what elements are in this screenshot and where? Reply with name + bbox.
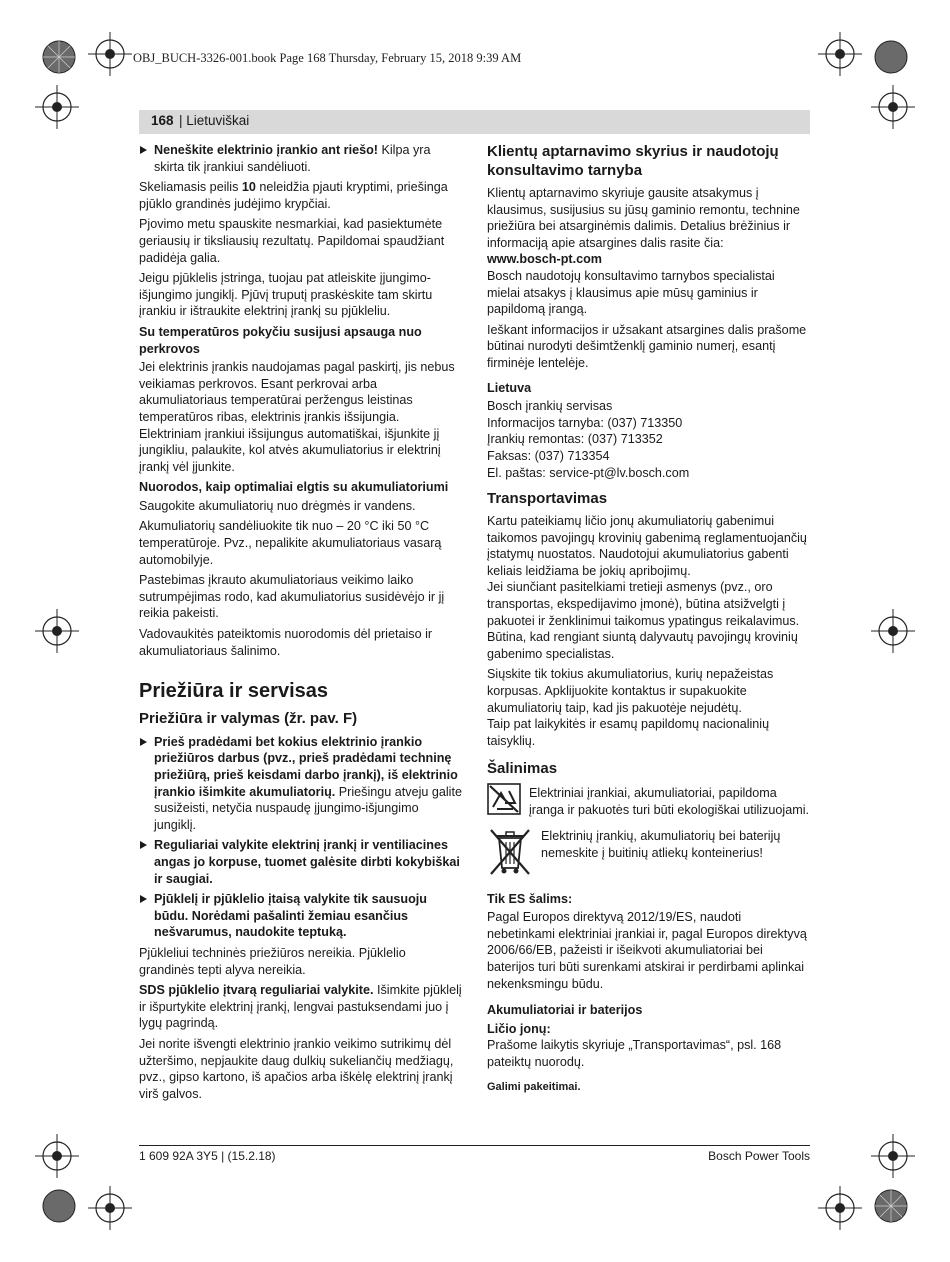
disposal-item — [487, 826, 811, 881]
paragraph: SDS pjūklelio įtvarą reguliariai valykite. Išimkite pjūklelį ir išpurtykite elektrinį įrankį, lengvai pastuksendami juo į lygų pagrindą. — [139, 983, 462, 1031]
left-column — [139, 142, 463, 1106]
registration-mark-icon — [88, 1186, 132, 1230]
paragraph: Siųskite tik tokius akumuliatorius, kurių nepažeistas korpusas. Apklijuokite kontaktus ir supakuokite akumuliatorių taip, kad jis pakuotėje nejudėtų. — [487, 667, 774, 715]
subheading-lithium: Ličio jonų: — [487, 1021, 551, 1036]
subsection-heading-cleaning: Priežiūra ir valymas (žr. pav. F) — [139, 710, 358, 728]
recycling-icon — [487, 783, 521, 820]
paragraph: Kartu pateikiamų ličio jonų akumuliatorių gabenimui taikomos pavojingų krovinių gabenimą reglamentuojančių įstatymų nuostatos. Naudotojui akumuliatorius gabenti keliais leidžiama be jokių apribojimų. — [487, 514, 807, 578]
section-heading-maintenance: Priežiūra ir servisas — [139, 680, 329, 703]
bullet-triangle-icon — [140, 146, 147, 154]
paragraph: Vadovaukitės pateiktomis nuorodomis dėl prietaiso ir akumuliatoriaus šalinimo. — [139, 627, 433, 658]
paragraph: Ieškant informacijos ir užsakant atsargines dalis prašome būtinai nurodyti dešimtženklį gaminio numerį, esantį firminėje lentelėje. — [487, 322, 807, 370]
footer-doc-number: 1 609 92A 3Y5 | (15.2.18) — [139, 1149, 276, 1163]
address-line: El. paštas: service-pt@lv.bosch.com — [487, 465, 690, 480]
registration-target-icon — [874, 1189, 908, 1223]
registration-mark-icon — [818, 1186, 862, 1230]
bullet-text: Priešingu atveju galite susižeisti, netyčia nuspaudę įjungimo-išjungimo jungiklį. — [154, 784, 462, 832]
paragraph: Klientų aptarnavimo skyriuje gausite atsakymus į klausimus, susijusius su jūsų gaminio remontu, technine priežiūra bei atsarginėmis dalimis. Detalius brėžinius ir informaciją apie atsargines dalis rasite čia: — [487, 186, 800, 250]
page-number: 168 — [151, 113, 174, 128]
paragraph: Pagal Europos direktyvą 2012/19/ES, naudoti nebetinkami elektriniai įrankiai ir, pagal Europos direktyvą 2006/66/EB, pažeisti ir išeikvoti akumuliatoriai bei baterijos turi būti surenkami atskirai ir perdirbami aplinkai nekenksmingu būdu. — [487, 910, 807, 991]
print-header: OBJ_BUCH-3326-001.book Page 168 Thursday, February 15, 2018 9:39 AM — [133, 51, 522, 65]
bullet-item — [139, 837, 463, 887]
paragraph: Taip pat laikykitės ir esamų papildomų nacionalinių taisyklių. — [487, 717, 770, 748]
registration-target-icon — [874, 40, 908, 74]
registration-mark-icon — [35, 1134, 79, 1178]
bullet-triangle-icon — [140, 738, 147, 746]
registration-mark-icon — [818, 32, 862, 76]
right-column — [487, 142, 811, 1095]
section-heading-disposal: Šalinimas — [487, 760, 558, 778]
registration-mark-icon — [35, 85, 79, 129]
paragraph: Pjūkleliui techninės priežiūros nereikia. Pjūklelio grandinės tepti alyva nereikia. — [139, 945, 406, 977]
address-line: Įrankių remontas: (037) 713352 — [487, 432, 663, 447]
paragraph: Pastebimas įkrauto akumuliatoriaus veikimo laiko sutrumpėjimas rodo, kad akumuliatorius susidėvėjo ir jį reikia pakeisti. — [139, 573, 445, 621]
registration-mark-icon — [35, 609, 79, 653]
bullet-item — [139, 891, 463, 941]
paragraph: Skeliamasis peilis 10 neleidžia pjauti kryptimi, priešinga pjūklo grandinės judėjimo krypčiai. — [139, 180, 448, 211]
registration-mark-icon — [88, 32, 132, 76]
paragraph: Bosch naudotojų konsultavimo tarnybos specialistai mielai atsakys į klausimus apie mūsų gaminius ir papildomą įrangą. — [487, 268, 775, 317]
section-heading-service: Klientų aptarnavimo skyrius ir naudotojų konsultavimo tarnyba — [487, 143, 779, 179]
paragraph: Jei elektrinis įrankis naudojamas pagal paskirtį, jis nebus veikiamas perkrovos. Esant perkrovai arba akumuliatoriaus temperatūrai peržengus leistinas temperatūros ribas, elektrinis įrankis išsijungia. Elektriniam įrankiui išsijungus automatiškai, išjunkite jį jungikliu, palaukite, kol atvės akumuliatorius ir elektrinį įrankį vėl įjunkite. — [139, 360, 455, 474]
registration-mark-icon — [871, 609, 915, 653]
service-url[interactable]: www.bosch-pt.com — [487, 252, 602, 267]
paragraph: Saugokite akumuliatorių nuo drėgmės ir vandens. — [139, 498, 416, 513]
address-line: Faksas: (037) 713354 — [487, 448, 610, 463]
changes-note: Galimi pakeitimai. — [487, 1080, 581, 1093]
paragraph: Jei norite išvengti elektrinio įrankio veikimo sutrikimų dėl užteršimo, nepjaukite daug dulkių sukeliančių medžiagų, pvz., gipso kartono, iš apačios arba iškėlę elektrinį įrankį virš galvos. — [139, 1036, 454, 1101]
registration-target-icon — [42, 1189, 76, 1223]
bullet-bold-text: Prieš pradėdami bet kokius elektrinio įrankio priežiūros darbus (pvz., prieš pradėdami techninę priežiūrą, prieš keisdami darbo įrankį), iš elektrinio įrankio išimkite akumuliatorių. — [154, 734, 458, 799]
bullet-text: Kilpa yra skirta tik įrankiui sandėliuoti. — [154, 143, 431, 174]
bullet-triangle-icon — [140, 841, 147, 849]
footer-brand: Bosch Power Tools — [708, 1149, 810, 1163]
bullet-bold-text: Neneškite elektrinio įrankio ant riešo! — [154, 143, 378, 157]
bullet-item — [139, 734, 463, 834]
footer-divider — [139, 1145, 810, 1146]
page-header-band — [139, 110, 810, 134]
paragraph: Akumuliatorių sandėliuokite tik nuo – 20 °C iki 50 °C temperatūroje. Pvz., nepalikite akumuliatoriaus vasarą automobilyje. — [139, 519, 442, 567]
subheading-temperature: Su temperatūros pokyčiu susijusi apsauga nuo perkrovos — [139, 324, 422, 356]
subheading-battery: Nuorodos, kaip optimaliai elgtis su akumuliatoriumi — [139, 480, 449, 495]
registration-mark-icon — [871, 1134, 915, 1178]
bullet-item — [139, 142, 463, 175]
registration-target-icon — [42, 40, 76, 74]
subheading-country: Lietuva — [487, 380, 532, 395]
address-line: Informacijos tarnyba: (037) 713350 — [487, 415, 683, 430]
address-line: Bosch įrankių servisas — [487, 399, 613, 414]
paragraph: Jeigu pjūklelis įstringa, tuojau pat atleiskite įjungimo-išjungimo jungiklį. Pjūvį truputį praskėskite tam skirtu įrankiu ir ištraukite elektrinį įrankį su pjūkleliu. — [139, 271, 433, 319]
disposal-item — [487, 783, 811, 820]
section-heading-transport: Transportavimas — [487, 490, 608, 508]
subheading-eu: Tik ES šalims: — [487, 891, 573, 906]
section-name: | Lietuviškai — [179, 113, 250, 128]
registration-mark-icon — [871, 85, 915, 129]
paragraph: Pjovimo metu spauskite nesmarkiai, kad pasiektumėte geriausių ir tiksliausių rezultatų. Papildomai spaudžiant padidėja galia. — [139, 217, 445, 265]
paragraph: Prašome laikytis skyriuje „Transportavimas“, psl. 168 pateiktų nuorodų. — [487, 1038, 782, 1069]
subheading-batteries: Akumuliatoriai ir baterijos — [487, 1003, 643, 1018]
bullet-bold-text: Pjūklelį ir pjūklelio įtaisą valykite tik sausuoju būdu. Norėdami pašalinti žemiau esančius nešvarumus, naudokite teptuką. — [154, 892, 427, 940]
crossed-bin-icon — [487, 826, 533, 881]
bullet-bold-text: Reguliariai valykite elektrinį įrankį ir ventiliacines angas jo korpuse, tuomet galėsite dirbti kokybiškai ir saugiai. — [154, 838, 460, 886]
paragraph: Jei siunčiant pasitelkiami tretieji asmenys (pvz., oro transportas, ekspedijavimo įmonė), būtina atsižvelgti į pakuotei ir ženklinimui taikomus ypatingus reikalavimus. Būtina, kad rengiant siuntą dalyvautų pavojingų krovinių gabenimo specialistas. — [487, 580, 800, 661]
disposal-text: Elektriniai įrankiai, akumuliatoriai, papildoma įranga ir pakuotės turi būti ekologiškai utilizuojami. — [529, 786, 810, 817]
disposal-text: Elektrinių įrankių, akumuliatorių bei baterijų nemeskite į buitinių atliekų konteinerius! — [541, 829, 781, 860]
bullet-triangle-icon — [140, 895, 147, 903]
